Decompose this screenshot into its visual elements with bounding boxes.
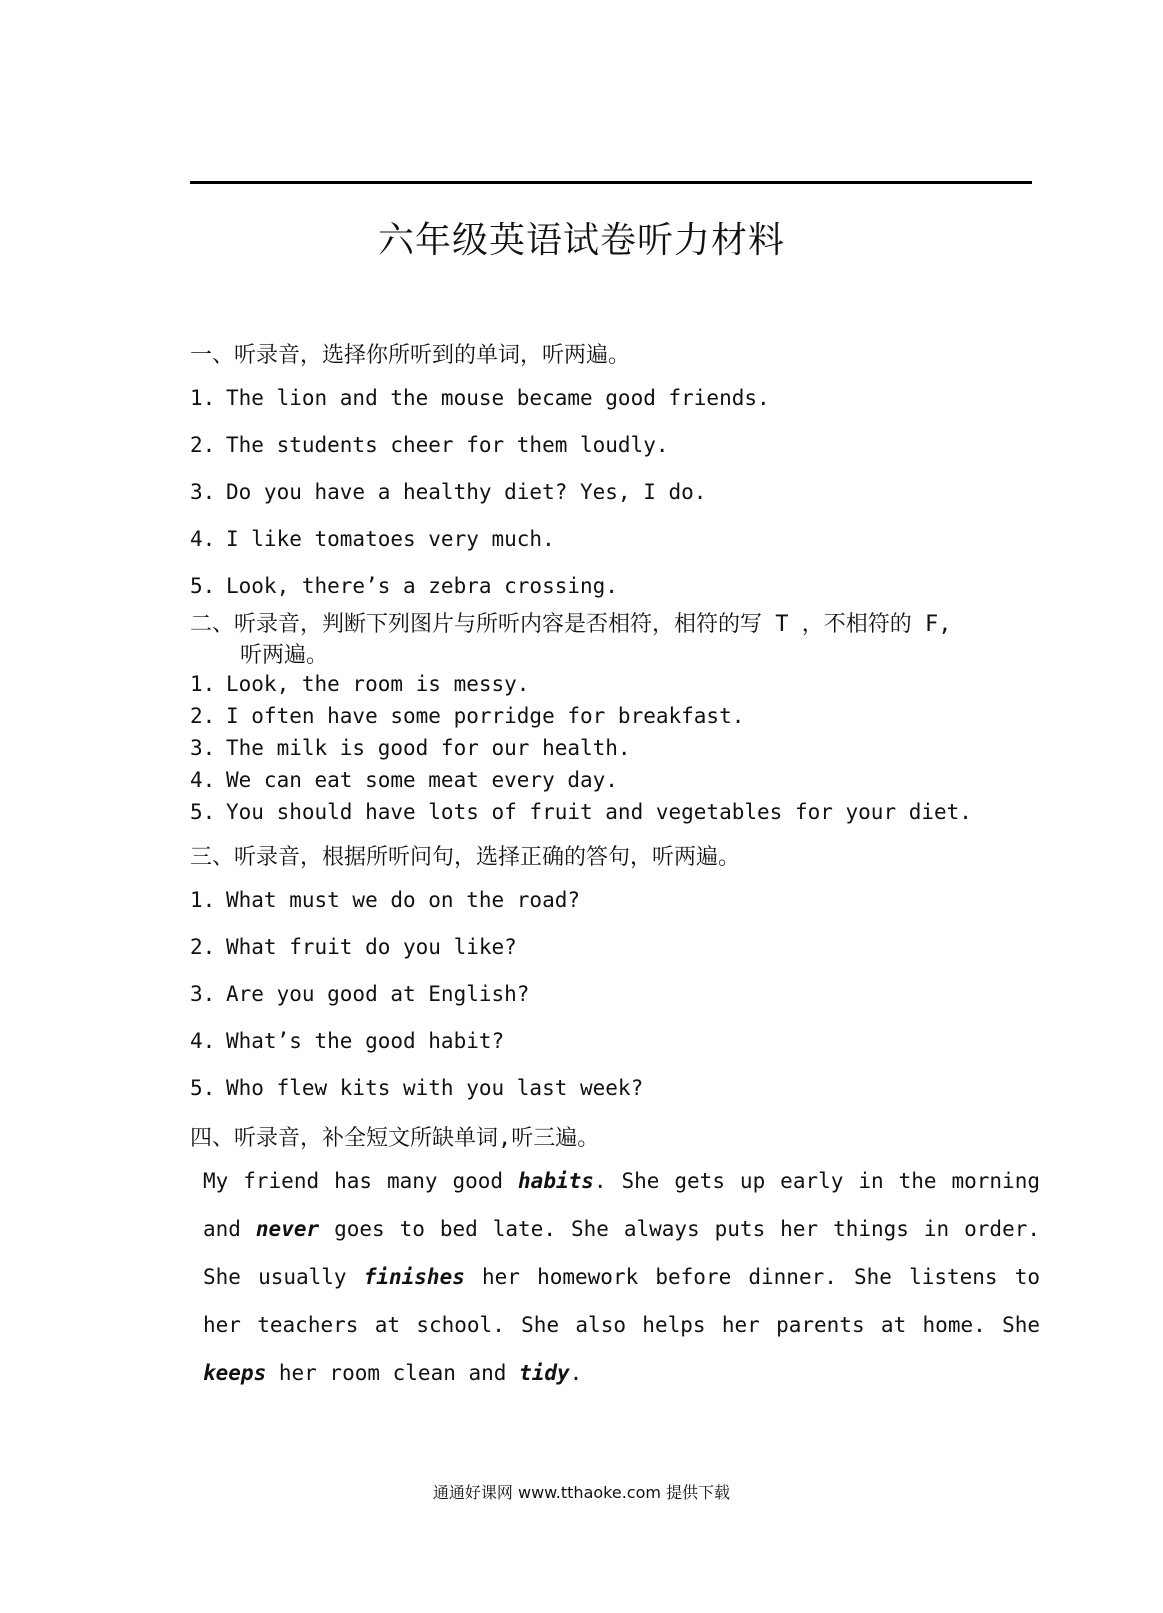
- section1-item-3: 3. Do you have a healthy diet? Yes, I do.: [190, 480, 707, 504]
- answer-word-2: never: [255, 1217, 320, 1241]
- answer-word-5: tidy: [519, 1361, 570, 1385]
- section2-heading-line1: 二、听录音，判断下列图片与所听内容是否相符，相符的写 T ，不相符的 F,: [190, 612, 952, 637]
- section2-item-1: 1. Look, the room is messy.: [190, 672, 530, 696]
- section1-item-1: 1. The lion and the mouse became good friends.: [190, 386, 770, 410]
- section1-heading: 一、听录音，选择你所听到的单词，听两遍。: [190, 343, 631, 368]
- section3-item-5: 5. Who flew kits with you last week?: [190, 1076, 644, 1100]
- answer-word-4: keeps: [203, 1361, 267, 1385]
- section2-item-2: 2. I often have some porridge for breakfast.: [190, 704, 745, 728]
- cloze-passage: My friend has many good habits. She gets up early in the morning and never goes to bed late. She always puts her things in order. She usually finishes her homework before dinner. She listens to her teachers at school. She also helps her parents at home. She keeps her room clean and tidy.: [203, 1169, 1041, 1385]
- section3-item-1: 1. What must we do on the road?: [190, 888, 581, 912]
- section2-heading: [190, 609, 1050, 671]
- section2-item-4: 4. We can eat some meat every day.: [190, 768, 618, 792]
- header-rule: [190, 181, 1032, 184]
- section1-item-5: 5. Look, there’s a zebra crossing.: [190, 574, 618, 598]
- section3-item-3: 3. Are you good at English?: [190, 982, 530, 1006]
- section3-item-2: 2. What fruit do you like?: [190, 935, 517, 959]
- section4-heading: 四、听录音，补全短文所缺单词,听三遍。: [190, 1126, 600, 1151]
- section3-heading: 三、听录音，根据所听问句，选择正确的答句，听两遍。: [190, 845, 741, 870]
- section2-item-3: 3. The milk is good for our health.: [190, 736, 631, 760]
- section2-item-5: 5. You should have lots of fruit and vegetables for your diet.: [190, 800, 972, 824]
- section3-item-4: 4. What’s the good habit?: [190, 1029, 505, 1053]
- section2-heading-line2: 听两遍。: [240, 643, 329, 668]
- section1-item-2: 2. The students cheer for them loudly.: [190, 433, 669, 457]
- answer-word-1: habits: [518, 1169, 594, 1193]
- answer-word-3: finishes: [363, 1265, 465, 1289]
- section1-item-4: 4. I like tomatoes very much.: [190, 527, 555, 551]
- page-title: 六年级英语试卷听力材料: [377, 220, 785, 261]
- page-footer: 通通好课网 www.tthaoke.com 提供下载: [432, 1483, 731, 1502]
